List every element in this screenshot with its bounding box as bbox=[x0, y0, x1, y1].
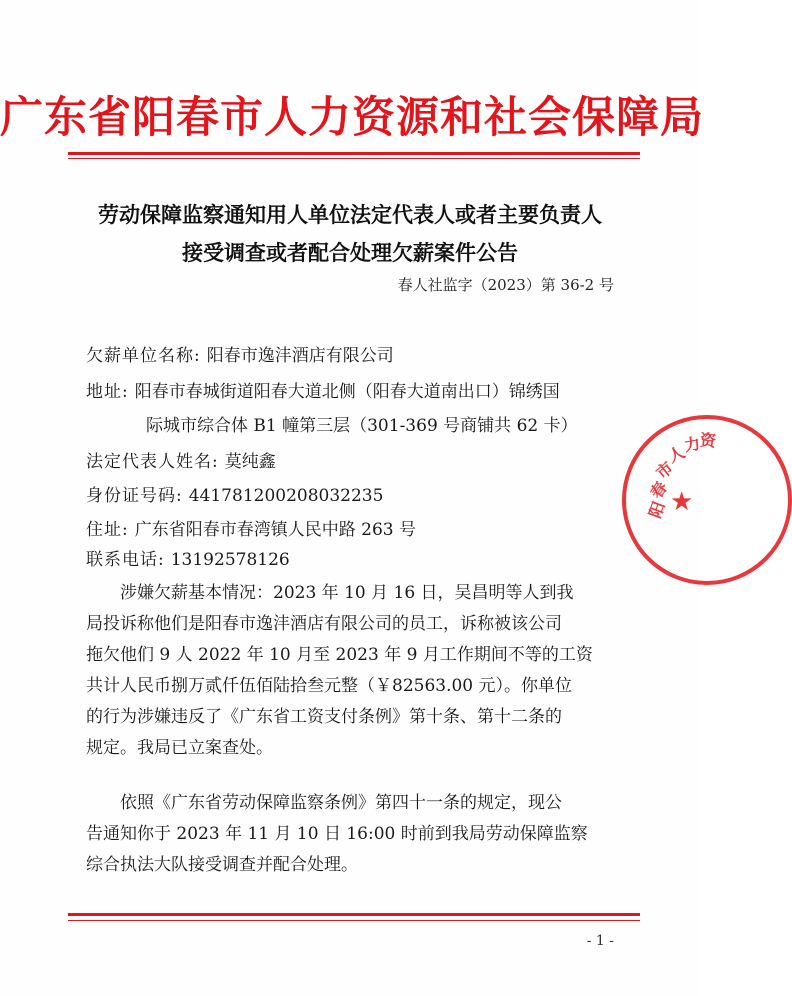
address-field bbox=[86, 380, 560, 404]
seal-char: 市 bbox=[652, 457, 677, 483]
phone-value: 13192578126 bbox=[170, 550, 290, 570]
seal-char: 阳 bbox=[645, 499, 669, 521]
seal-char: 人 bbox=[665, 442, 688, 467]
document-number: 春人社监字（2023）第 36-2 号 bbox=[397, 276, 614, 294]
legal-rep-label: 法定代表人姓名: bbox=[86, 452, 219, 472]
residence-value: 广东省阳春市春湾镇人民中路 263 号 bbox=[134, 520, 416, 540]
document-title-line1: 劳动保障监察通知用人单位法定代表人或者主要负责人 bbox=[98, 202, 602, 227]
para1-line: 涉嫌欠薪基本情况：2023 年 10 月 16 日，吴昌明等人到我 bbox=[120, 583, 574, 603]
address-line1: 阳春市春城街道阳春大道北侧（阳春大道南出口）锦绣国 bbox=[134, 382, 560, 402]
seal-char: 春 bbox=[646, 478, 672, 503]
para1-line: 规定。我局已立案查处。 bbox=[86, 738, 273, 758]
phone-field bbox=[86, 548, 290, 572]
address-line2: 际城市综合体 B1 幢第三层（301-369 号商铺共 62 卡） bbox=[146, 416, 578, 436]
seal-char: 力 bbox=[682, 433, 702, 456]
document-title-line2: 接受调查或者配合处理欠薪案件公告 bbox=[182, 240, 518, 265]
page-number: - 1 - bbox=[586, 933, 614, 949]
seal-star-icon: ★ bbox=[670, 487, 694, 517]
employer-label: 欠薪单位名称: bbox=[86, 346, 201, 366]
employer-field bbox=[86, 344, 394, 368]
footer-divider-thin bbox=[68, 920, 640, 921]
address-label: 地址: bbox=[86, 382, 129, 402]
para2-line: 依照《广东省劳动保障监察条例》第四十一条的规定，现公 bbox=[120, 793, 562, 813]
header-divider-thick bbox=[68, 152, 640, 155]
id-field bbox=[86, 484, 383, 508]
legal-rep-value: 莫纯鑫 bbox=[224, 452, 276, 472]
employer-value: 阳春市逸沣酒店有限公司 bbox=[206, 346, 394, 366]
para2-line: 综合执法大队接受调查并配合处理。 bbox=[86, 855, 358, 875]
residence-label: 住址: bbox=[86, 520, 129, 540]
footer-divider-thick bbox=[68, 913, 640, 916]
phone-label: 联系电话: bbox=[86, 550, 165, 570]
header-divider-thin bbox=[68, 158, 640, 159]
case-description-paragraph bbox=[86, 578, 616, 764]
id-label: 身份证号码: bbox=[86, 486, 183, 506]
id-value: 441781200208032235 bbox=[188, 486, 384, 506]
notice-paragraph bbox=[86, 788, 616, 881]
legal-rep-field bbox=[86, 450, 276, 474]
seal-char: 资 bbox=[699, 430, 717, 451]
para2-line: 告通知你于 2023 年 11 月 10 日 16:00 时前到我局劳动保障监察 bbox=[86, 824, 588, 844]
para1-line: 的行为涉嫌违反了《广东省工资支付条例》第十条、第十二条的 bbox=[86, 707, 562, 727]
para1-line: 拖欠他们 9 人 2022 年 10 月至 2023 年 9 月工作期间不等的工资 bbox=[86, 645, 593, 665]
agency-header-title: 广东省阳春市人力资源和社会保障局 bbox=[0, 93, 704, 143]
para1-line: 局投诉称他们是阳春市逸沣酒店有限公司的员工，诉称被该公司 bbox=[86, 614, 562, 634]
residence-field bbox=[86, 518, 416, 542]
para1-line: 共计人民币捌万贰仟伍佰陆拾叁元整（￥82563.00 元）。你单位 bbox=[86, 676, 573, 696]
